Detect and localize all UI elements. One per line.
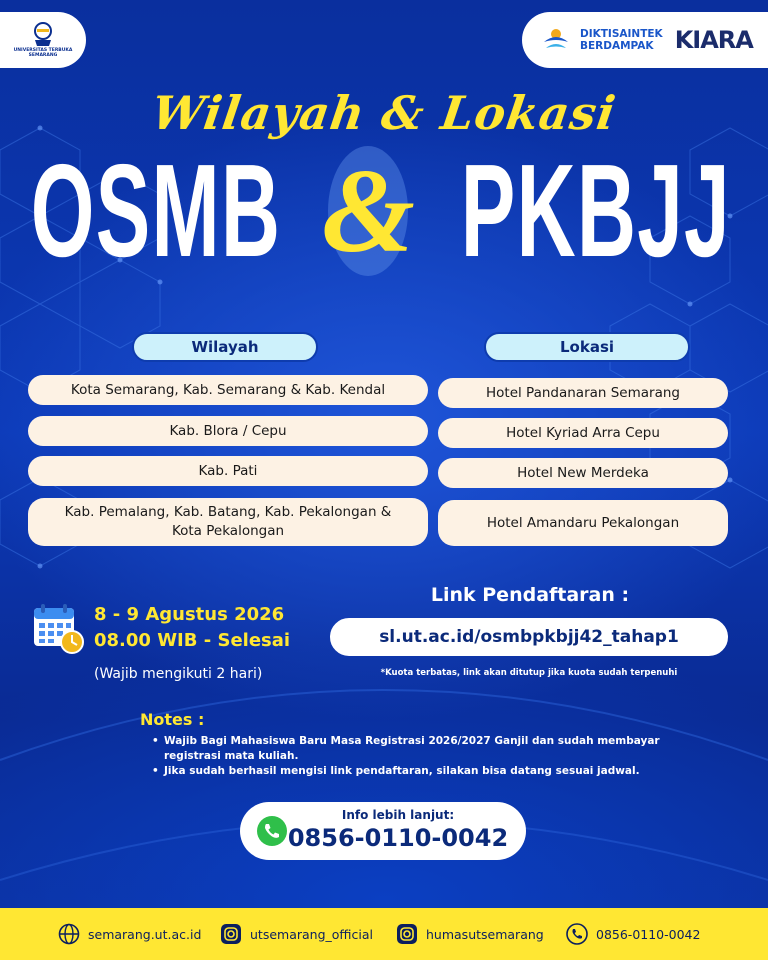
wilayah-item: Kota Semarang, Kab. Semarang & Kab. Kendal	[28, 375, 428, 405]
registration-link[interactable]: sl.ut.ac.id/osmbpkbjj42_tahap1	[330, 618, 728, 656]
instagram-icon	[396, 923, 418, 945]
contact-number[interactable]: 0856-0110-0042	[287, 824, 509, 852]
attendance-note: (Wajib mengikuti 2 hari)	[94, 666, 263, 682]
notes-item: • Wajib Bagi Mahasiswa Baru Masa Registrasi 2026/2027 Ganjil dan sudah membayar registrasi mata kuliah.	[152, 734, 712, 764]
footer-website-text: semarang.ut.ac.id	[88, 926, 202, 942]
lokasi-item: Hotel Amandaru Pekalongan	[438, 500, 728, 546]
globe-icon	[58, 923, 80, 945]
event-date: 8 - 9 Agustus 2026	[94, 604, 285, 625]
diktisaintek-logo-icon	[540, 24, 572, 56]
wilayah-header: Wilayah	[132, 332, 318, 362]
ut-logo-text: UNIVERSITAS TERBUKA SEMARANG	[13, 48, 73, 58]
lokasi-item: Hotel Pandanaran Semarang	[438, 378, 728, 408]
ut-semarang-logo	[0, 12, 86, 68]
main-title-amp: &	[321, 144, 415, 277]
script-title: Wilayah & Lokasi	[148, 86, 620, 140]
registration-title: Link Pendaftaran :	[430, 584, 630, 606]
footer-instagram-humas-text: humasutsemarang	[426, 926, 544, 942]
footer-bar	[0, 908, 768, 960]
wilayah-item: Kab. Pemalang, Kab. Batang, Kab. Pekalongan & Kota Pekalongan	[28, 498, 428, 546]
main-title-amp-wrap	[321, 136, 415, 286]
lokasi-item: Hotel Kyriad Arra Cepu	[438, 418, 728, 448]
footer-instagram-official-text: utsemarang_official	[250, 926, 373, 942]
wilayah-item: Kab. Blora / Cepu	[28, 416, 428, 446]
diktisaintek-logo-text	[580, 28, 663, 52]
notes-item: • Jika sudah berhasil mengisi link pendaftaran, silakan bisa datang sesuai jadwal.	[152, 764, 712, 779]
footer-instagram-official[interactable]	[220, 908, 373, 960]
main-title-right: PKBJJ	[460, 137, 732, 284]
lokasi-item: Hotel New Merdeka	[438, 458, 728, 488]
kiara-logo: KIARA	[674, 26, 753, 54]
footer-instagram-humas[interactable]	[396, 908, 544, 960]
contact-box	[240, 802, 526, 860]
footer-phone[interactable]	[566, 908, 700, 960]
diktisaintek-line1: DIKTISAINTEK	[580, 28, 663, 40]
diktisaintek-line2: BERDAMPAK	[580, 40, 654, 52]
instagram-icon	[220, 923, 242, 945]
partner-logos	[522, 12, 768, 68]
lokasi-header: Lokasi	[484, 332, 690, 362]
footer-phone-text: 0856-0110-0042	[596, 926, 701, 942]
contact-label: Info lebih lanjut:	[341, 808, 455, 822]
notes-title: Notes :	[140, 710, 205, 729]
wilayah-item: Kab. Pati	[28, 456, 428, 486]
event-time: 08.00 WIB - Selesai	[94, 630, 291, 651]
notes-list	[152, 734, 712, 779]
calendar-clock-icon	[32, 602, 84, 654]
main-title	[0, 136, 768, 286]
quota-note: *Kuota terbatas, link akan ditutup jika kuota sudah terpenuhi	[380, 668, 678, 678]
phone-icon	[566, 923, 588, 945]
main-title-left: OSMB	[30, 137, 282, 284]
footer-website[interactable]	[58, 908, 201, 960]
ut-emblem-icon	[32, 22, 54, 48]
